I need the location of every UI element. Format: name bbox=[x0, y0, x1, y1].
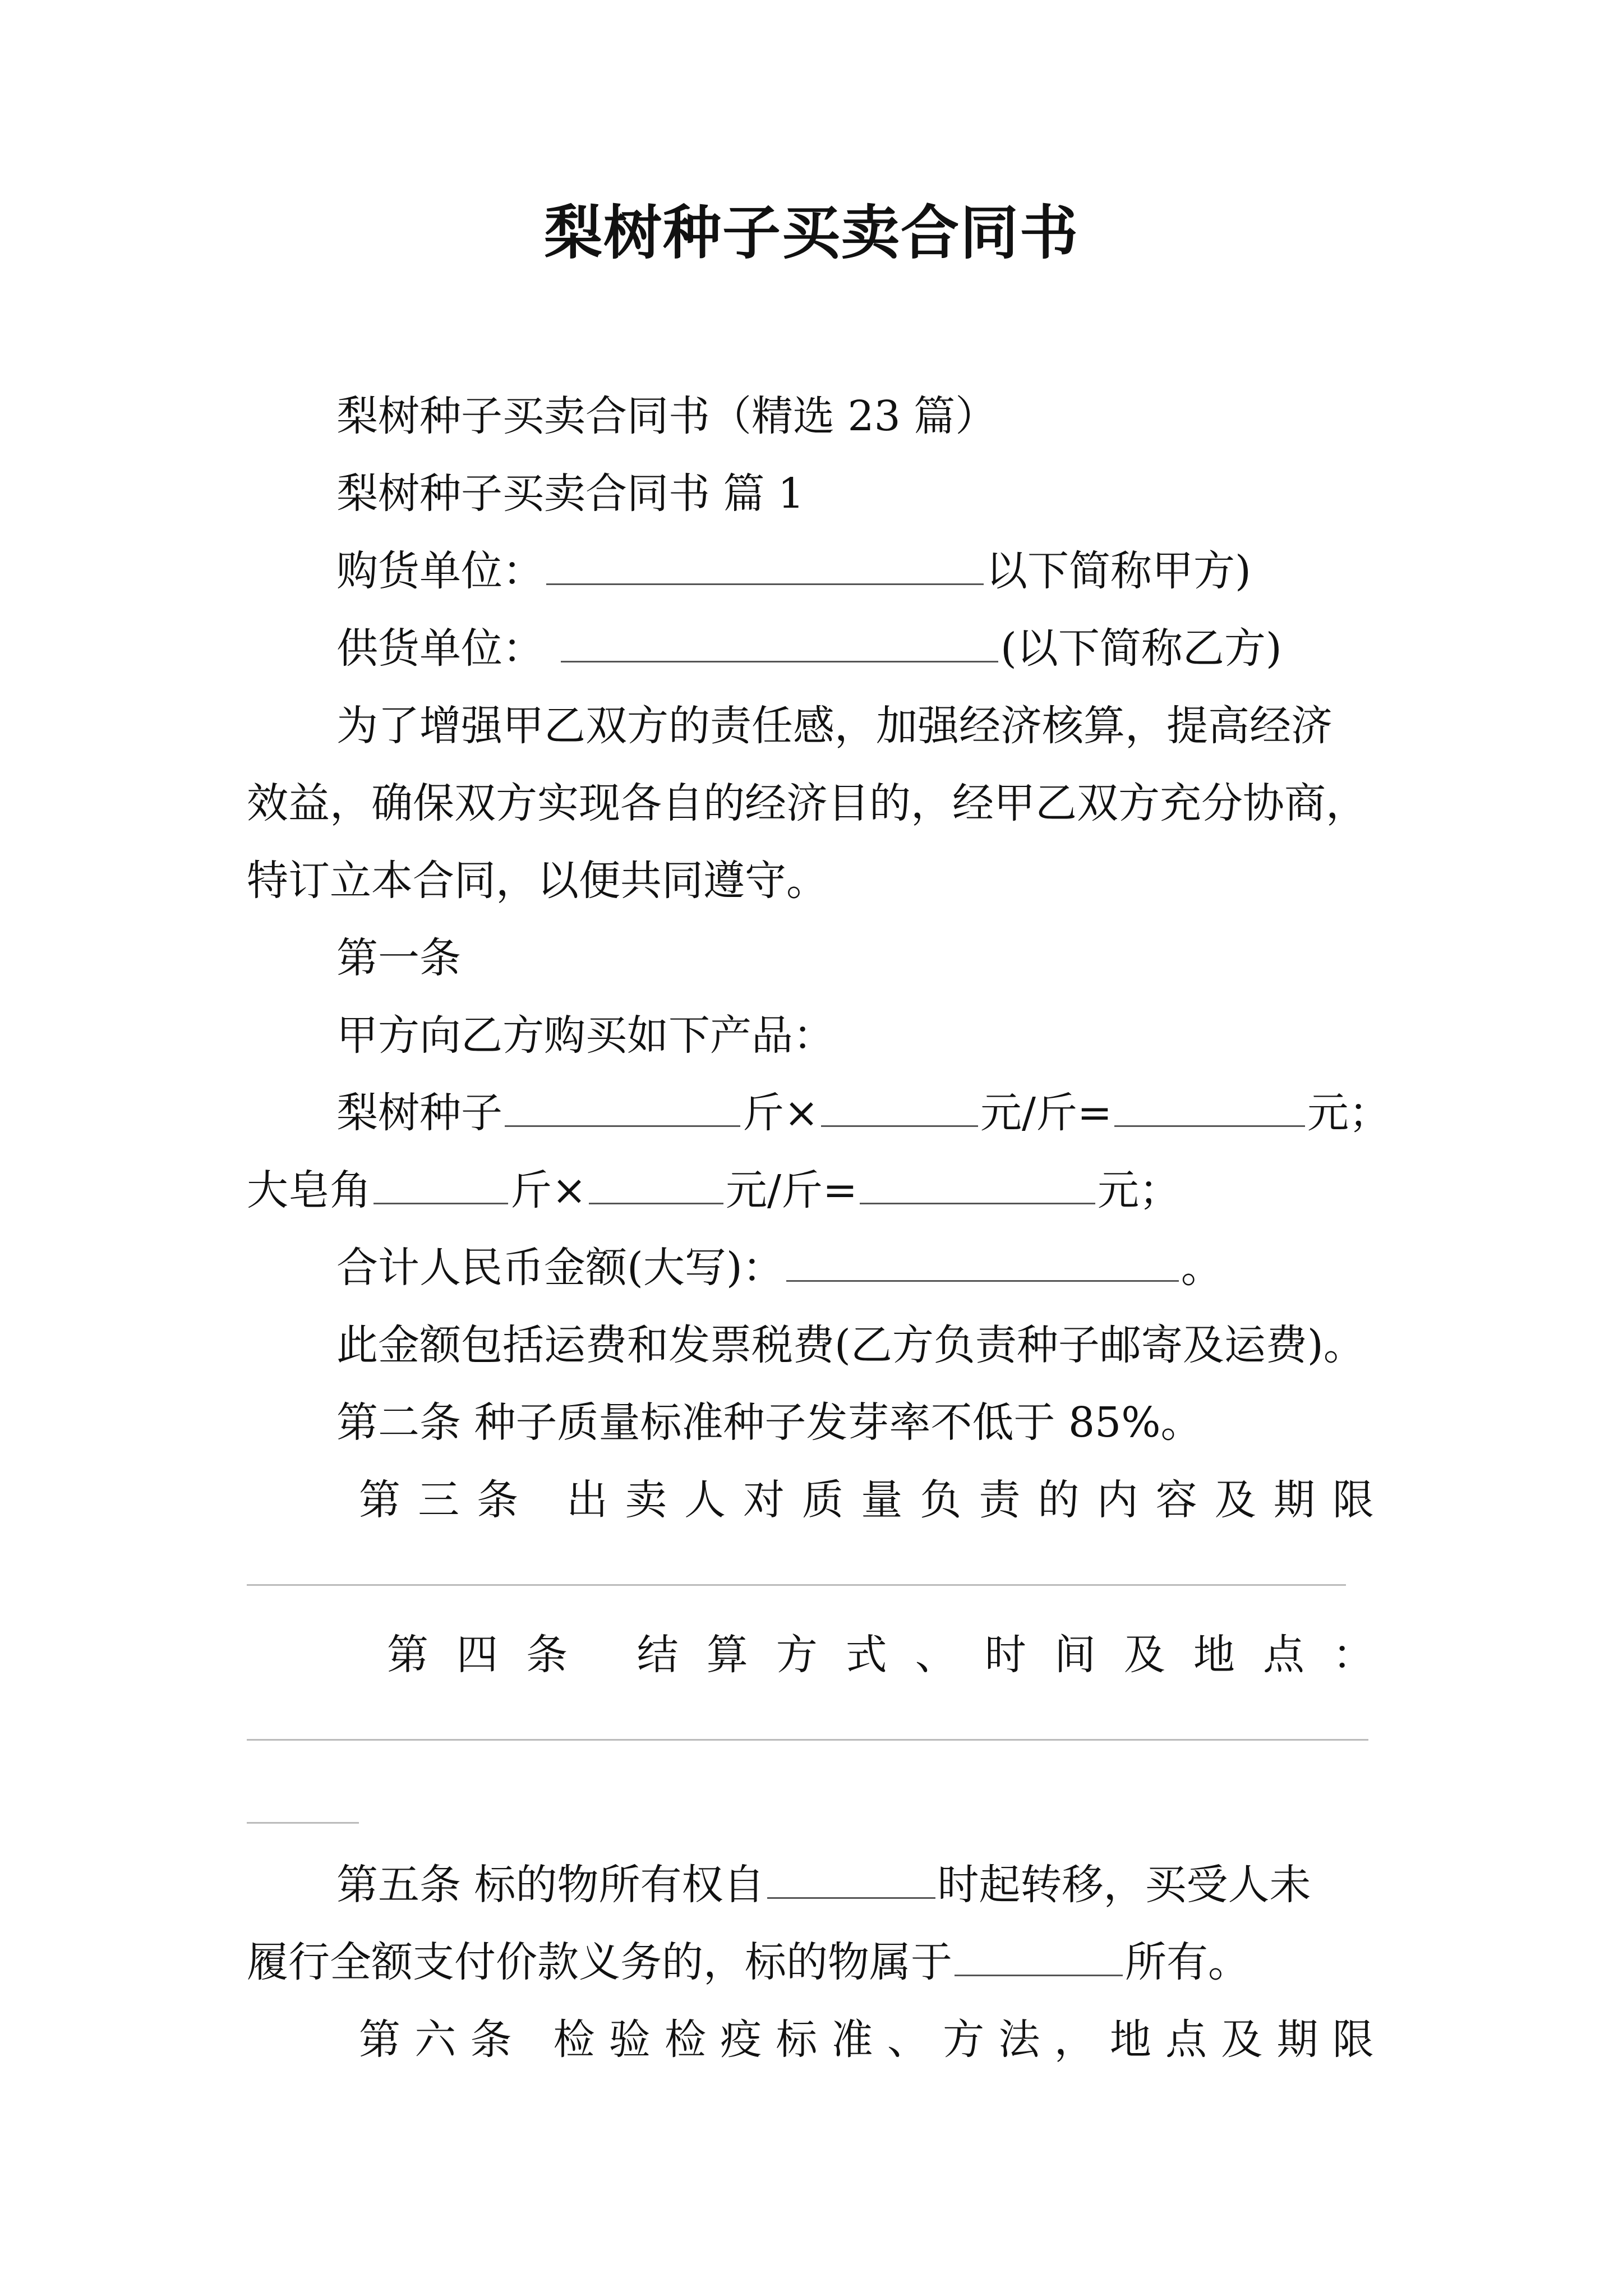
total-line bbox=[336, 1240, 1223, 1296]
item-2-qty-blank[interactable] bbox=[374, 1163, 508, 1204]
spaced-char: 方 bbox=[943, 2016, 985, 2064]
item-2-name: 大皂角 bbox=[247, 1166, 371, 1214]
spaced-char: 负 bbox=[920, 1476, 962, 1524]
buyer-blank[interactable] bbox=[546, 544, 984, 585]
spaced-char: 及 bbox=[1214, 1476, 1256, 1524]
article-3-title bbox=[359, 1472, 1374, 1528]
spaced-char: 及 bbox=[1221, 2016, 1263, 2064]
buyer-suffix: 以下简称甲方) bbox=[986, 547, 1251, 595]
spaced-char: 人 bbox=[684, 1476, 726, 1524]
spaced-char: 点 bbox=[1165, 2016, 1207, 2064]
item-1-qty-blank[interactable] bbox=[505, 1086, 740, 1127]
spaced-char: 第 bbox=[359, 2016, 400, 2064]
article-5-text-c: 履行全额支付价款义务的，标的物属于 bbox=[247, 1938, 952, 1986]
item-2-yuan: 元； bbox=[1097, 1166, 1181, 1214]
spaced-char: 三 bbox=[418, 1476, 460, 1524]
spaced-char: 地 bbox=[1193, 1631, 1235, 1679]
intro-line-3: 特订立本合同，以便共同遵守。 bbox=[247, 857, 828, 905]
spaced-char: 对 bbox=[743, 1476, 785, 1524]
seller-label: 供货单位： bbox=[336, 624, 544, 673]
spaced-char: 结 bbox=[637, 1631, 679, 1679]
spaced-char: 时 bbox=[984, 1631, 1026, 1679]
spaced-char: 期 bbox=[1273, 1476, 1315, 1524]
spaced-char: 期 bbox=[1276, 2016, 1318, 2064]
item-2-amount-blank[interactable] bbox=[860, 1163, 1095, 1204]
article-5-line-2 bbox=[247, 1934, 1249, 1990]
item-1-price-unit: 元/斤= bbox=[980, 1089, 1112, 1137]
spaced-char: 容 bbox=[1155, 1476, 1197, 1524]
article-5-text-a: 第五条 标的物所有权自 bbox=[336, 1861, 765, 1909]
spaced-char: 、 bbox=[915, 1631, 957, 1679]
seller-line bbox=[336, 620, 1282, 677]
spaced-char: 、 bbox=[887, 2016, 929, 2064]
spaced-char bbox=[526, 2012, 540, 2068]
article-6-title bbox=[359, 2012, 1374, 2068]
intro-line-2: 效益，确保双方实现各自的经济目的，经甲乙双方充分协商， bbox=[247, 779, 1367, 827]
article-4-blank-line bbox=[247, 1739, 1368, 1741]
spaced-char: 量 bbox=[861, 1476, 903, 1524]
article-2: 第二条 种子质量标准种子发芽率不低于 85%。 bbox=[336, 1398, 1202, 1447]
seller-suffix: (以下简称乙方) bbox=[1000, 624, 1282, 673]
spaced-char: 内 bbox=[1096, 1476, 1138, 1524]
spaced-char: 点 bbox=[1262, 1631, 1304, 1679]
total-label: 合计人民币金额(大写)： bbox=[336, 1244, 784, 1292]
item-2-price-blank[interactable] bbox=[589, 1163, 723, 1204]
buyer-label: 购货单位： bbox=[336, 547, 544, 595]
spaced-char: 条 bbox=[526, 1631, 568, 1679]
spaced-char: 卖 bbox=[625, 1476, 667, 1524]
spaced-char: 质 bbox=[802, 1476, 844, 1524]
spaced-char: ： bbox=[1332, 1631, 1374, 1679]
spaced-char: 限 bbox=[1332, 1476, 1374, 1524]
article-5-text-b: 时起转移，买受人未 bbox=[937, 1861, 1311, 1909]
spaced-char bbox=[536, 1472, 549, 1528]
spaced-char: 的 bbox=[1038, 1476, 1080, 1524]
item-2-unit: 斤× bbox=[510, 1166, 587, 1214]
item-1-name: 梨树种子 bbox=[336, 1089, 502, 1137]
total-end: 。 bbox=[1181, 1244, 1223, 1292]
spaced-char: ， bbox=[1054, 2016, 1096, 2064]
spaced-char: 检 bbox=[553, 2016, 595, 2064]
spaced-char bbox=[596, 1627, 609, 1683]
spaced-char: 条 bbox=[470, 2016, 512, 2064]
spaced-char: 四 bbox=[457, 1631, 499, 1679]
spaced-char: 疫 bbox=[720, 2016, 762, 2064]
article-4-blank-line-end bbox=[247, 1822, 359, 1824]
item-1-amount-blank[interactable] bbox=[1114, 1086, 1305, 1127]
spaced-char: 算 bbox=[706, 1631, 748, 1679]
spaced-char: 方 bbox=[776, 1631, 818, 1679]
spaced-char: 责 bbox=[979, 1476, 1021, 1524]
total-blank[interactable] bbox=[786, 1241, 1179, 1282]
article-5-owner-blank[interactable] bbox=[955, 1935, 1123, 1976]
spaced-char: 法 bbox=[998, 2016, 1040, 2064]
article-1-text: 甲方向乙方购买如下产品： bbox=[336, 1011, 834, 1060]
spaced-char: 间 bbox=[1054, 1631, 1096, 1679]
spaced-char: 检 bbox=[664, 2016, 706, 2064]
spaced-char: 限 bbox=[1332, 2016, 1374, 2064]
item-1-price-blank[interactable] bbox=[821, 1086, 978, 1127]
spaced-char: 第 bbox=[359, 1476, 400, 1524]
spaced-char: 出 bbox=[566, 1476, 608, 1524]
article-4-title bbox=[387, 1627, 1374, 1683]
spaced-char: 式 bbox=[845, 1631, 887, 1679]
document-title: 梨树种子买卖合同书 bbox=[543, 198, 1079, 267]
article-1-title: 第一条 bbox=[336, 934, 461, 982]
subtitle: 梨树种子买卖合同书（精选 23 篇） bbox=[336, 392, 997, 440]
item-1-yuan: 元； bbox=[1307, 1089, 1390, 1137]
spaced-char: 条 bbox=[477, 1476, 519, 1524]
article-5-text-d: 所有。 bbox=[1125, 1938, 1249, 1986]
seller-blank[interactable] bbox=[561, 622, 998, 662]
item-gleditsia bbox=[247, 1162, 1181, 1218]
item-2-price-unit: 元/斤= bbox=[726, 1166, 857, 1214]
spaced-char: 六 bbox=[414, 2016, 457, 2064]
spaced-char: 验 bbox=[608, 2016, 651, 2064]
article-5-time-blank[interactable] bbox=[767, 1858, 935, 1899]
fee-note: 此金额包括运费和发票税费(乙方负责种子邮寄及运费)。 bbox=[336, 1321, 1365, 1369]
spaced-char: 地 bbox=[1109, 2016, 1151, 2064]
intro-line-1: 为了增强甲乙双方的责任感，加强经济核算，提高经济 bbox=[336, 702, 1332, 750]
buyer-line bbox=[336, 543, 1251, 599]
spaced-char: 第 bbox=[387, 1631, 428, 1679]
spaced-char: 及 bbox=[1123, 1631, 1165, 1679]
spaced-char: 标 bbox=[776, 2016, 818, 2064]
section-heading: 梨树种子买卖合同书 篇 1 bbox=[336, 470, 805, 518]
item-1-unit: 斤× bbox=[743, 1089, 819, 1137]
article-5-line-1 bbox=[336, 1857, 1311, 1913]
article-3-blank-line bbox=[247, 1584, 1346, 1586]
item-pear-seeds bbox=[336, 1085, 1390, 1141]
spaced-char: 准 bbox=[831, 2016, 873, 2064]
